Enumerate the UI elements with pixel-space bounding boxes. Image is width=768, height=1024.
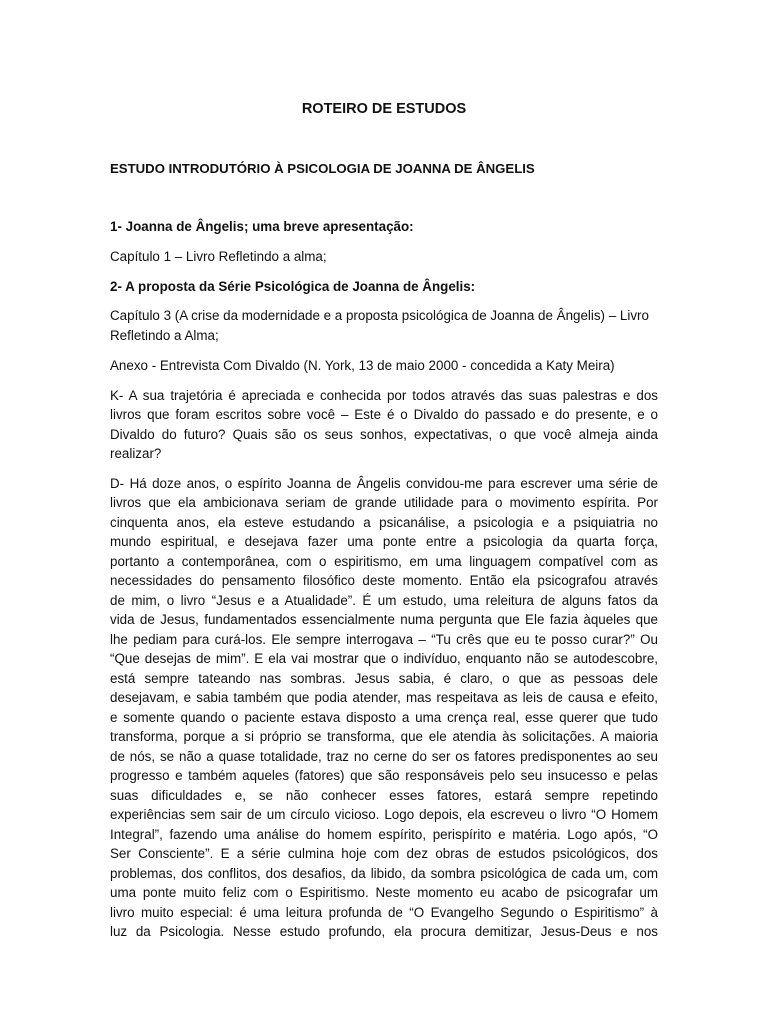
document-body	[110, 100, 658, 942]
section-2-heading: 2- A proposta da Série Psicológica de Joanna de Ângelis:	[110, 278, 476, 294]
answer-line: está sempre tateando nas sombras. Jesus sabia, é claro, o que as pessoas dele	[110, 670, 658, 686]
answer-line: desejavam, e sabia também que podia atender, mas respeitava as leis de causa e efeito,	[110, 690, 658, 705]
document-subtitle: ESTUDO INTRODUTÓRIO À PSICOLOGIA DE JOANNA DE ÂNGELIS	[110, 161, 535, 176]
answer-line: experiências sem sair de um círculo vicioso. Logo depois, ela escreveu o livro “O Homem	[110, 807, 658, 822]
interview-answer	[110, 474, 658, 942]
question-line: Divaldo do futuro? Quais são os seus sonhos, expectativas, o que você almeja ainda	[110, 426, 658, 442]
document-title: ROTEIRO DE ESTUDOS	[301, 101, 467, 117]
answer-line: “Que desejas de mim”. E ela vai mostrar que o indivíduo, enquanto não se autodescobre,	[110, 651, 658, 666]
interview-question	[110, 386, 658, 464]
section-2-reference: Capítulo 3 (A crise da modernidade e a proposta psicológica de Joanna de Ângelis) – Livro Refletindo a Alma;	[110, 308, 649, 343]
answer-line: luz da Psicologia. Nesse estudo profundo, ela procura demitizar, Jesus-Deus e nos	[110, 924, 658, 939]
answer-line: suas dificuldades e, se não conhecer esses fatores, estará sempre repetindo	[110, 787, 658, 803]
answer-line: problemas, dos conflitos, dos desafios, da libido, da sombra psicológica de cada um, com	[110, 865, 658, 881]
answer-line: D- Há doze anos, o espírito Joanna de Ângelis convidou-me para escrever uma série de	[110, 475, 658, 491]
question-line: K- A sua trajetória é apreciada e conhecida por todos através das suas palestras e dos	[110, 387, 658, 403]
answer-line: progresso e também aqueles (fatores) que são responsáveis pelo seu insucesso e pelas	[110, 768, 658, 783]
section-1-reference: Capítulo 1 – Livro Refletindo a alma;	[110, 249, 327, 264]
answer-line: cinquenta anos, ela esteve estudando a psicanálise, a psicologia e a psiquiatria no	[110, 514, 658, 530]
answer-line: de mim, o livro “Jesus e a Atualidade”. É um estudo, uma releitura de alguns fatos da	[110, 592, 658, 608]
answer-line: uma ponte muito feliz com o Espiritismo. Neste momento eu acabo de psicografar um	[110, 885, 658, 900]
annex-line: Anexo - Entrevista Com Divaldo (N. York, 13 de maio 2000 - concedida a Katy Meira)	[110, 358, 615, 373]
answer-line: necessidades do pensamento filosófico deste momento. Então ela psicografou através	[110, 573, 658, 588]
question-line: livros que foram escritos sobre você – Este é o Divaldo do passado e do presente, e o	[110, 407, 658, 422]
answer-line: livros que ela ambicionava seriam de grande utilidade para o movimento espírita. Por	[110, 495, 658, 510]
answer-line: Ser Consciente”. E a série culmina hoje com dez obras de estudos psicológicos, dos	[110, 846, 658, 861]
answer-line: mundo espiritual, e desejava fazer uma ponte entre a psicologia da quarta força,	[110, 534, 658, 549]
answer-line: vida de Jesus, fundamentados essencialmente numa pergunta que Ele fazia àqueles que	[110, 612, 658, 627]
answer-line: e somente quando o paciente estava disposto a uma crença real, esse querer que tudo	[110, 709, 658, 725]
answer-line: livro muito especial: é uma leitura profunda de “O Evangelho Segundo o Espiritismo” à	[110, 904, 658, 920]
answer-line: de nós, se não a quase totalidade, traz no cerne do ser os fatores predisponentes ao seu	[110, 748, 658, 764]
section-1-heading: 1- Joanna de Ângelis; uma breve apresentação:	[110, 218, 414, 234]
question-line: realizar?	[110, 446, 162, 461]
answer-line: transforma, porque a si próprio se transforma, que ele atendia às solicitações. A maioria	[110, 729, 658, 744]
answer-line: Integral”, fazendo uma análise do homem espírito, perispírito e matéria. Logo após, “O	[110, 826, 658, 842]
answer-line: lhe pediam para curá-los. Ele sempre interrogava – “Tu crês que eu te posso curar?” Ou	[110, 631, 658, 647]
answer-line: portanto a contemporânea, com o espiritismo, em uma linguagem compatível com as	[110, 553, 658, 569]
